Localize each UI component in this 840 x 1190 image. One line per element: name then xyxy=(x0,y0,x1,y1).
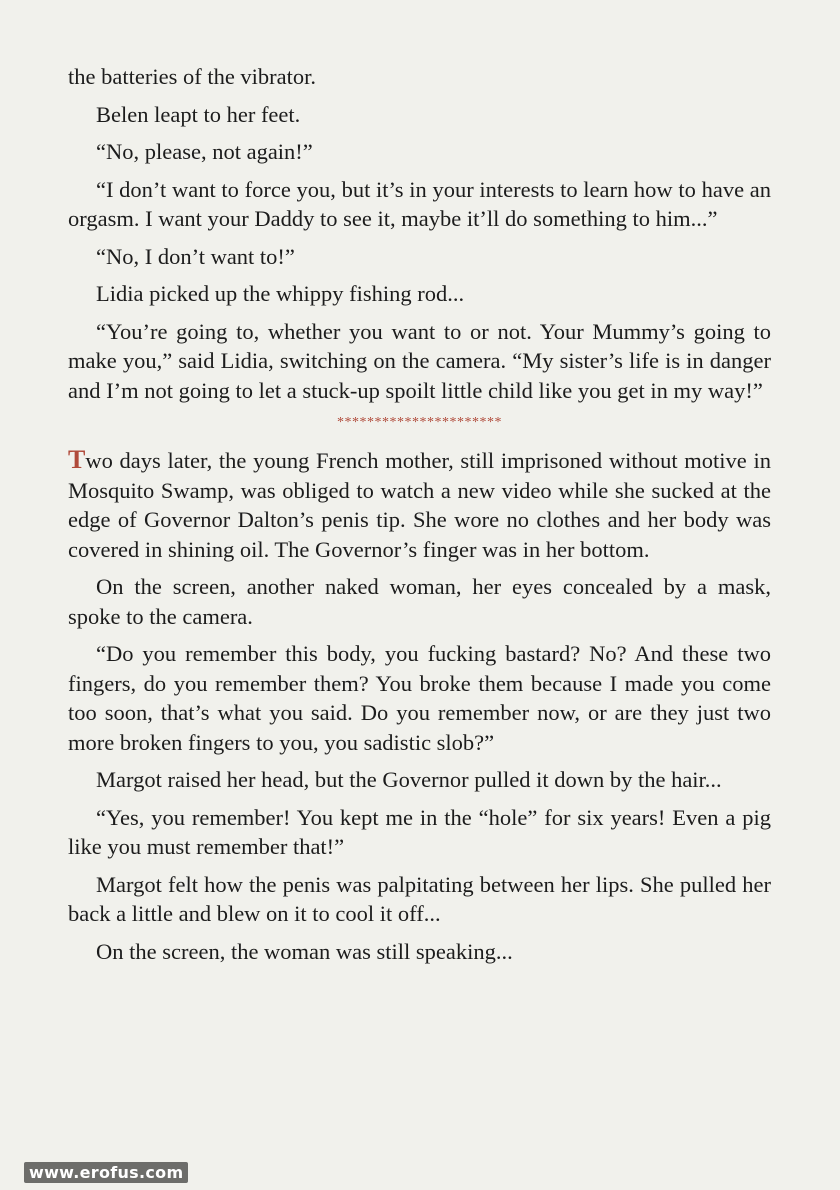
watermark: www.erofus.com xyxy=(24,1162,188,1183)
page-body xyxy=(68,62,771,974)
paragraph: On the screen, another naked woman, her eyes concealed by a mask, spoke to the camera. xyxy=(68,574,771,629)
paragraph: “No, I don’t want to!” xyxy=(96,243,295,269)
section-first-text: wo days later, the young French mother, still imprisoned without motive in Mosquito Swamp, was obliged to watch a new video while she sucked at the edge of Governor Dalton’s penis tip. She wore no clothes and her body was covered in shining oil. The Governor’s finger was in her bottom. xyxy=(68,448,771,562)
paragraph: “Do you remember this body, you fucking bastard? No? And these two fingers, do you remember them? You broke them because I made you come too soon, that’s what you said. Do you remember now, or are they just two more broken fingers to you, you sadistic slob?” xyxy=(68,641,771,755)
paragraph: Margot raised her head, but the Governor pulled it down by the hair... xyxy=(96,767,722,792)
paragraph: Lidia picked up the whippy fishing rod... xyxy=(96,281,465,306)
paragraph: Belen leapt to her feet. xyxy=(96,101,301,127)
paragraph: “No, please, not again!” xyxy=(96,139,313,164)
paragraph: “You’re going to, whether you want to or not. Your Mummy’s going to make you,” said Lidia, switching on the camera. “My sister’s life is in danger and I’m not going to let a stuck-up spoilt little child like you get in my way!” xyxy=(68,318,771,403)
paragraph: On the screen, the woman was still speaking... xyxy=(96,938,513,964)
drop-cap: T xyxy=(68,445,86,474)
section-first-paragraph xyxy=(68,445,771,564)
paragraph: the batteries of the vibrator. xyxy=(68,64,317,89)
section-divider: ********************** xyxy=(337,415,502,430)
paragraph: “I don’t want to force you, but it’s in your interests to learn how to have an orgasm. I want your Daddy to see it, maybe it’ll do something to him...” xyxy=(68,176,771,231)
paragraph: “Yes, you remember! You kept me in the “hole” for six years! Even a pig like you must remember that!” xyxy=(68,804,771,859)
paragraph: Margot felt how the penis was palpitating between her lips. She pulled her back a little and blew on it to cool it off... xyxy=(68,871,771,926)
